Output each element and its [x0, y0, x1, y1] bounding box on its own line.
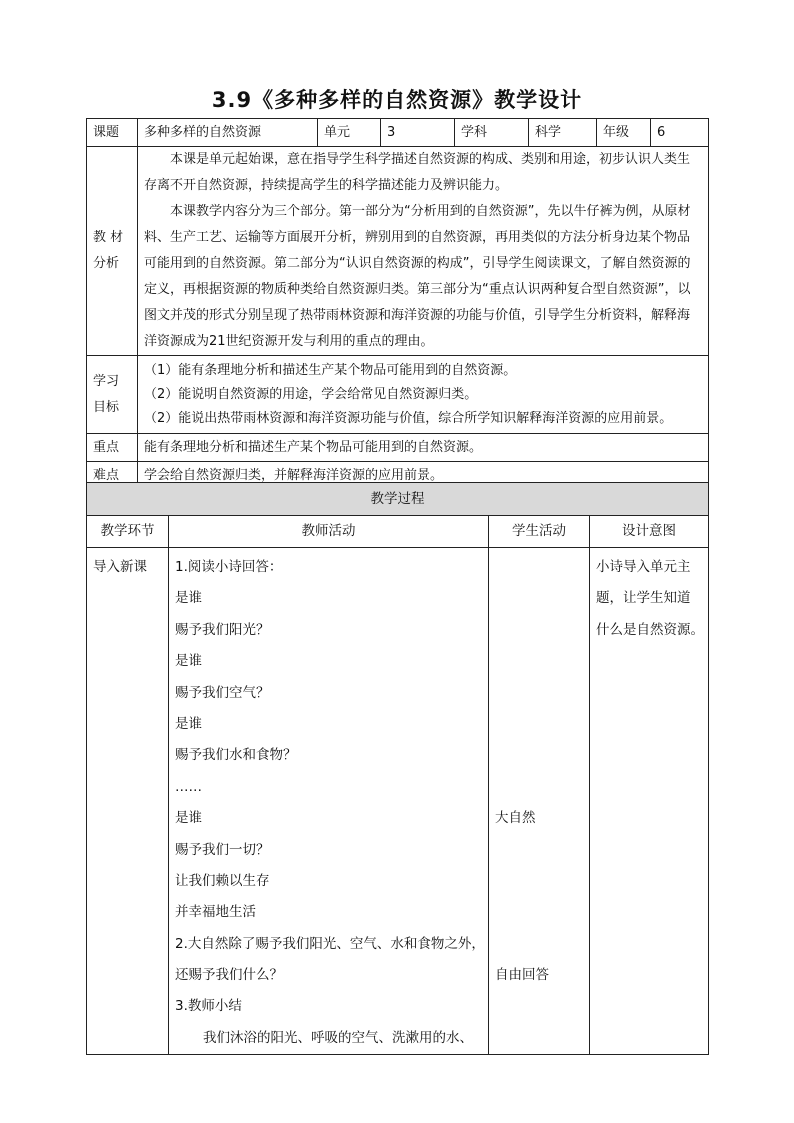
objectives-content	[138, 356, 709, 434]
info-row	[87, 119, 709, 147]
design-intent-cell	[590, 548, 709, 1055]
key-point-label: 重点	[87, 434, 138, 462]
teacher-line: 赐予我们一切？	[175, 841, 270, 858]
teacher-line: 是谁	[175, 715, 202, 732]
objective-item: （2）能说明自然资源的用途，学会给常见自然资源归类。	[144, 386, 478, 402]
teacher-line: 是谁	[175, 810, 202, 827]
teacher-line: 2.大自然除了赐予我们阳光、空气、水和食物之外，	[175, 935, 485, 952]
teacher-line: 3.教师小结	[175, 998, 242, 1015]
teacher-line: 赐予我们空气？	[175, 684, 270, 701]
stage-name: 导入新课	[93, 559, 147, 575]
student-activity-cell	[489, 548, 590, 1055]
analysis-label: 教 材 分析	[87, 147, 138, 356]
unit-label: 单元	[318, 119, 381, 147]
student-answer: 大自然	[495, 810, 536, 827]
analysis-content	[138, 147, 709, 356]
key-point-row	[87, 434, 709, 462]
analysis-paragraph-2: 本课教学内容分为三个部分。第一部分为“分析用到的自然资源”，先以牛仔裤为例，从原材料、生产工艺、运输等方面展开分析，辨别用到的自然资源，再用类似的方法分析身边某个物品可能用到的自然资源。第二部分为“认识自然资源的构成”，引导学生阅读课文，了解自然资源的定义，再根据资源的物质种类给自然资源归类。第三部分为“重点认识两种复合型自然资源”，以图文并茂的形式分别呈现了热带雨林资源和海洋资源的功能与价值，引导学生分析资料，解释海洋资源成为21世纪资源开发与利用的重点的理由。	[144, 204, 691, 349]
process-row-intro	[87, 548, 709, 1055]
teacher-line: 并幸福地生活	[175, 904, 256, 921]
difficulty-text: 学会给自然资源归类，并解释海洋资源的应用前景。	[138, 462, 709, 490]
teacher-line: 我们沐浴的阳光、呼吸的空气、洗漱用的水、	[203, 1029, 473, 1046]
teacher-line: 是谁	[175, 653, 202, 670]
process-table	[86, 482, 709, 1055]
unit-value: 3	[381, 119, 455, 147]
objectives-label: 学习目标	[87, 356, 138, 434]
intent-line: 题，让学生知道	[596, 590, 691, 607]
subject-value: 科学	[529, 119, 597, 147]
topic-value: 多种多样的自然资源	[138, 119, 318, 147]
objectives-row	[87, 356, 709, 434]
stage-cell	[87, 548, 169, 1055]
intent-line: 小诗导入单元主	[596, 559, 691, 575]
difficulty-label: 难点	[87, 462, 138, 490]
key-point-text: 能有条理地分析和描述生产某个物品可能用到的自然资源。	[138, 434, 709, 462]
process-header: 教学过程	[87, 483, 709, 516]
grade-value: 6	[651, 119, 709, 147]
teacher-line: 还赐予我们什么？	[175, 967, 283, 984]
objective-item: （1）能有条理地分析和描述生产某个物品可能用到的自然资源。	[144, 362, 517, 378]
topic-label: 课题	[87, 119, 138, 147]
teacher-line: ……	[175, 778, 202, 795]
analysis-row	[87, 147, 709, 356]
column-student: 学生活动	[489, 516, 590, 548]
process-header-row	[87, 483, 709, 516]
overview-table	[86, 118, 709, 490]
subject-label: 学科	[455, 119, 529, 147]
analysis-paragraph-1: 本课是单元起始课，意在指导学生科学描述自然资源的构成、类别和用途，初步认识人类生存离不开自然资源，持续提高学生的科学描述能力及辨识能力。	[144, 152, 691, 193]
teacher-line: 赐予我们水和食物？	[175, 747, 297, 764]
objective-item: （2）能说出热带雨林资源和海洋资源功能与价值，综合所学知识解释海洋资源的应用前景。	[144, 410, 673, 426]
teacher-line: 赐予我们阳光？	[175, 621, 270, 638]
intent-line: 什么是自然资源。	[596, 621, 704, 638]
teacher-activity-cell	[169, 548, 489, 1055]
process-columns-row	[87, 516, 709, 548]
column-intent: 设计意图	[590, 516, 709, 548]
teacher-line: 是谁	[175, 590, 202, 607]
column-stage: 教学环节	[87, 516, 169, 548]
grade-label: 年级	[597, 119, 651, 147]
student-answer: 自由回答	[495, 967, 549, 984]
column-teacher: 教师活动	[169, 516, 489, 548]
teacher-line: 1.阅读小诗回答：	[175, 559, 283, 575]
teacher-line: 让我们赖以生存	[175, 872, 270, 889]
page-title: 3.9《多种多样的自然资源》教学设计	[211, 88, 583, 112]
